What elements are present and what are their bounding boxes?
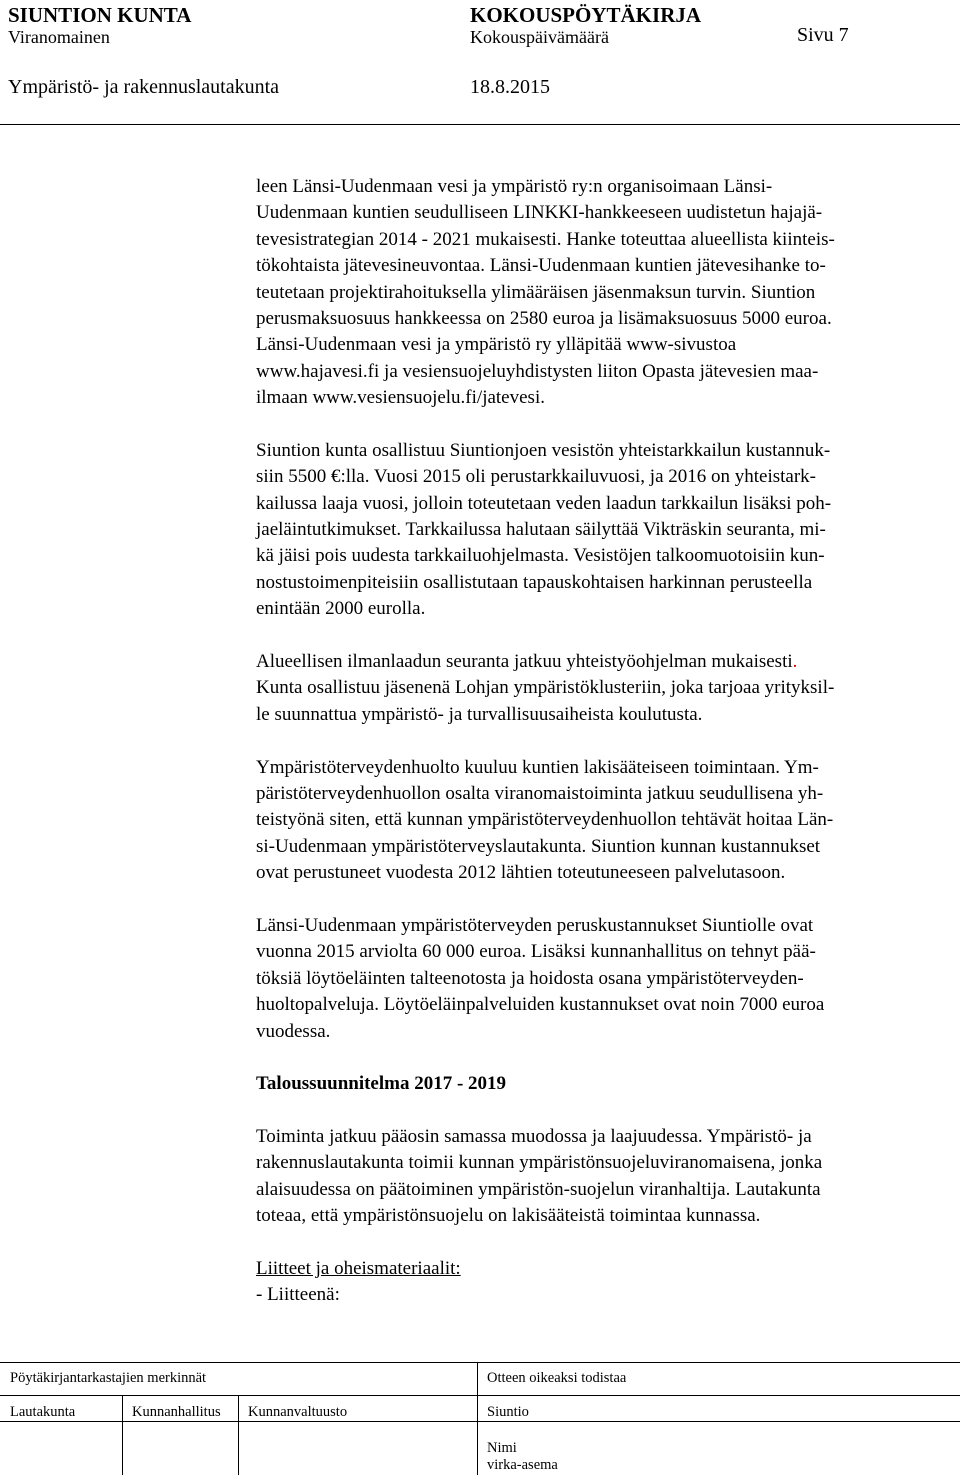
text-line: teutetaan projektirahoituksella ylimääräisen jäsenmaksun turvin. Siuntion — [256, 281, 816, 303]
text-line: toteaa, että ympäristönsuojelu on lakisääteistä toimintaa kunnassa. — [256, 1205, 761, 1227]
attachments-heading: Liitteet ja oheismateriaalit: — [256, 1258, 461, 1280]
footer-row-divider — [0, 1395, 960, 1396]
text-line: alaisuudessa on päätoiminen ympäristön-suojelun viranhaltija. Lautakunta — [256, 1178, 821, 1200]
paragraph-monitoring — [256, 438, 924, 623]
council-column-label: Kunnanvaltuusto — [248, 1404, 348, 1420]
text-line: ilmaan www.vesiensuojelu.fi/jatevesi. — [256, 387, 545, 409]
text-line: le suunnattua ympäristö- ja turvallisuusaiheista koulutusta. — [256, 703, 703, 725]
authority-label: Viranomainen — [8, 27, 110, 47]
paragraph-environmental-health — [256, 755, 924, 887]
document-body — [256, 174, 924, 1309]
text-line: vuonna 2015 arviolta 60 000 euroa. Lisäksi kunnanhallitus on tehnyt pää- — [256, 941, 816, 963]
paragraph-health-costs — [256, 913, 924, 1045]
column-divider — [122, 1396, 123, 1475]
text-line: www.hajavesi.fi ja vesiensuojeluyhdistysten liiton Opasta jätevesien maa- — [256, 360, 819, 382]
executive-column-label: Kunnanhallitus — [132, 1404, 221, 1420]
text-line: Siuntion kunta osallistuu Siuntionjoen vesistön yhteistarkkailun kustannuk- — [256, 439, 831, 461]
text-line: ovat perustuneet vuodesta 2012 lähtien toteutuneeseen palvelutasoon. — [256, 862, 786, 884]
text-line: Ympäristöterveydenhuolto kuuluu kuntien lakisääteiseen toimintaan. Ym- — [256, 756, 819, 778]
board-column-label: Lautakunta — [10, 1404, 76, 1420]
text-line: si-Uudenmaan ympäristöterveyslautakunta. Siuntion kunnan kustannukset — [256, 835, 821, 857]
checkers-label: Pöytäkirjantarkastajien merkinnät — [10, 1370, 207, 1386]
red-period: . — [792, 651, 798, 673]
text-line: enintään 2000 eurolla. — [256, 598, 426, 620]
title-label: virka-asema — [487, 1457, 558, 1473]
text-line — [256, 649, 924, 675]
attachments-item: - Liitteenä: — [256, 1284, 340, 1306]
text-line: päristöterveydenhuollon osalta viranomaistoiminta jatkuu seudullisena yh- — [256, 782, 824, 804]
text-line: leen Länsi-Uudenmaan vesi ja ympäristö ry:n organisoimaan Länsi- — [256, 176, 773, 197]
certification-place: Siuntio — [487, 1404, 529, 1420]
paragraph-air-quality — [256, 649, 924, 728]
authority-name: Ympäristö- ja rakennuslautakunta — [8, 76, 280, 98]
section-heading: Taloussuunnitelma 2017 - 2019 — [256, 1073, 507, 1095]
text-line: Länsi-Uudenmaan ympäristöterveyden peruskustannukset Siuntiolle ovat — [256, 914, 814, 936]
text-line: rakennuslautakunta toimii kunnan ympäristönsuojeluviranomaisena, jonka — [256, 1152, 823, 1174]
text-line: kailussa laaja vuosi, jolloin toteutetaan veden laadun tarkkailun lisäksi poh- — [256, 492, 832, 514]
text-span: Alueellisen ilmanlaadun seuranta jatkuu yhteistyöohjelman mukaisesti — [256, 651, 793, 673]
text-line: teistyönä siten, että kunnan ympäristöterveydenhuollon tehtävät hoitaa Län- — [256, 809, 834, 831]
column-divider — [238, 1396, 239, 1475]
paragraph-waste-water — [256, 174, 924, 412]
text-line: vuodessa. — [256, 1020, 331, 1042]
text-line: töksiä löytöeläinten talteenotosta ja hoidosta osana ympäristöterveyden- — [256, 967, 804, 989]
text-line: jaeläintutkimukset. Tarkkailussa halutaan säilyttää Vikträskin seuranta, mi- — [256, 519, 826, 541]
document-type: KOKOUSPÖYTÄKIRJA — [470, 3, 702, 27]
header-divider — [0, 124, 960, 125]
text-line: kä jäisi pois uudesta tarkkailuohjelmasta. Vesistöjen talkoomuotoisiin kun- — [256, 545, 825, 567]
text-line: Kunta osallistuu jäsenenä Lohjan ympäristöklusteriin, joka tarjoaa yrityksil- — [256, 677, 835, 699]
certified-label: Otteen oikeaksi todistaa — [487, 1370, 627, 1386]
text-line: tevesistrategian 2014 - 2021 mukaisesti. Hanke toteuttaa alueellista kiinteis- — [256, 228, 835, 250]
footer-row-divider — [0, 1421, 960, 1422]
page-number: Sivu 7 — [797, 24, 849, 46]
text-line: huoltopalveluja. Löytöeläinpalveluiden kustannukset ovat noin 7000 euroa — [256, 994, 825, 1016]
organization-name: SIUNTION KUNTA — [8, 3, 192, 27]
footer-divider — [0, 1362, 960, 1363]
meeting-date: 18.8.2015 — [470, 76, 550, 98]
text-line: tökohtaista jätevesineuvontaa. Länsi-Uudenmaan kuntien jätevesihanke to- — [256, 255, 826, 277]
meeting-date-label: Kokouspäivämäärä — [470, 27, 609, 47]
text-line: Toiminta jatkuu pääosin samassa muodossa ja laajuudessa. Ympäristö- ja — [256, 1126, 812, 1148]
text-line: nostustoimenpiteisiin osallistutaan tapauskohtaisen harkinnan perusteella — [256, 571, 813, 593]
text-line: perusmaksuosuus hankkeessa on 2580 euroa ja lisämaksuosuus 5000 euroa. — [256, 307, 832, 329]
text-line: Länsi-Uudenmaan vesi ja ympäristö ry ylläpitää www-sivustoa — [256, 334, 737, 356]
column-divider — [477, 1363, 478, 1475]
text-line: siin 5500 €:lla. Vuosi 2015 oli perustarkkailuvuosi, ja 2016 on yhteistark- — [256, 466, 817, 488]
text-line: Uudenmaan kuntien seudulliseen LINKKI-hankkeeseen uudistetun hajajä- — [256, 202, 823, 224]
name-label: Nimi — [487, 1440, 517, 1456]
paragraph-financial-plan — [256, 1124, 924, 1230]
